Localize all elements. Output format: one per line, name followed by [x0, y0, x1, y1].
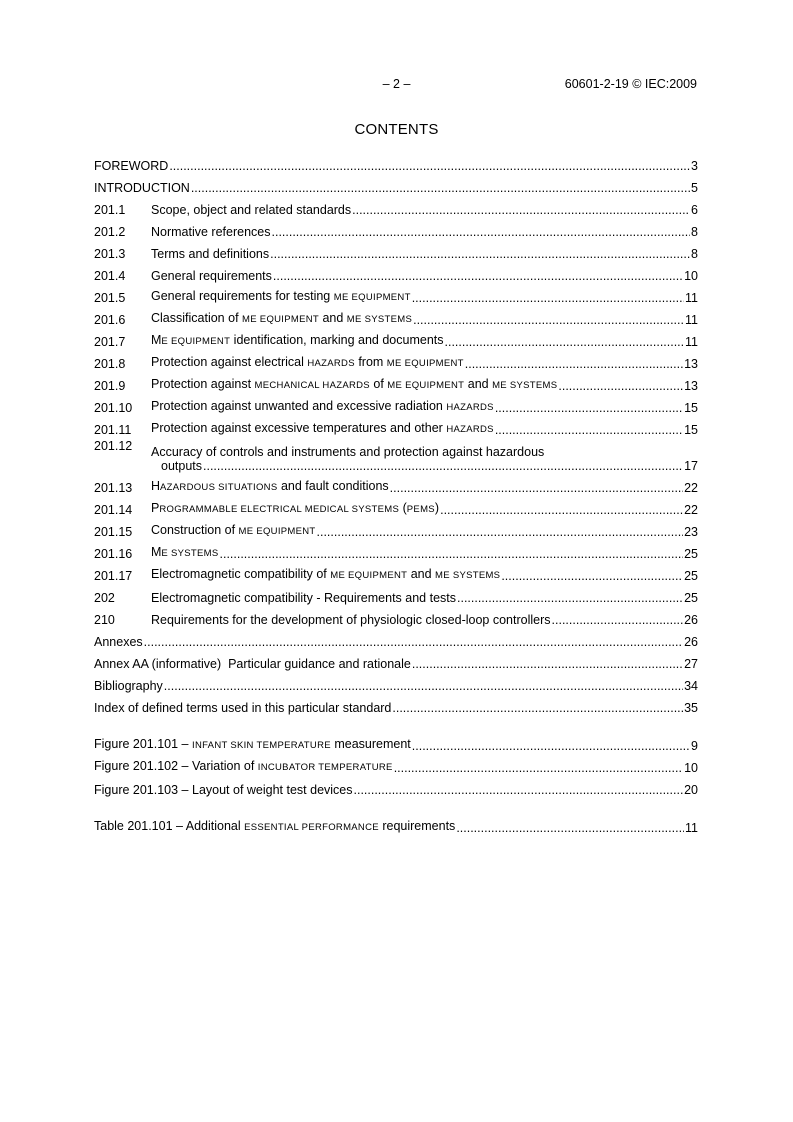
toc-entry-number: 201.5 — [94, 291, 126, 305]
toc-entry-page: 10 — [684, 269, 698, 283]
toc-entry-201-15[interactable] — [94, 517, 698, 539]
toc-entry-title: ME EQUIPMENT identification, marking and documents — [151, 333, 444, 347]
figure-entry-page: 10 — [684, 761, 698, 775]
figure-entry-title: Figure 201.102 – Variation of INCUBATOR TEMPERATURE — [94, 759, 393, 773]
toc-entry-title: Normative references — [151, 225, 271, 239]
toc-entry-page: 25 — [684, 569, 698, 583]
toc-entry-page: 34 — [684, 679, 698, 693]
toc-entry-201-8[interactable] — [94, 349, 698, 371]
leader-dots — [220, 547, 684, 561]
toc-entry-number: 201.9 — [94, 379, 126, 393]
document-reference: 60601-2-19 © IEC:2009 — [564, 77, 697, 91]
toc-entry-introduction[interactable] — [94, 173, 698, 195]
leader-dots — [392, 701, 683, 715]
toc-entry-201-16[interactable] — [94, 539, 698, 561]
toc-entry-201-11[interactable] — [94, 415, 698, 437]
toc-entry-title: Scope, object and related standards — [151, 203, 352, 217]
toc-entry-title: Requirements for the development of physiologic closed-loop controllers — [151, 613, 551, 627]
toc-entry-number: 201.7 — [94, 335, 126, 349]
toc-entry-page: 22 — [684, 503, 698, 517]
toc-entry-201-9[interactable] — [94, 371, 698, 393]
leader-dots — [558, 379, 683, 393]
toc-entry-201-1[interactable] — [94, 195, 698, 217]
leader-dots — [164, 679, 683, 693]
toc-entry-page: 13 — [684, 379, 698, 393]
toc-entry-page: 27 — [684, 657, 698, 671]
toc-entry-page: 11 — [685, 291, 698, 305]
toc-entry-title: Protection against MECHANICAL HAZARDS of ME EQUIPMENT and ME SYSTEMS — [151, 377, 558, 391]
leader-dots — [412, 291, 684, 305]
leader-dots — [169, 159, 690, 173]
toc-entry-201-14[interactable] — [94, 495, 698, 517]
toc-entry-201-13[interactable] — [94, 473, 698, 495]
toc-entry-number: 201.15 — [94, 525, 133, 539]
leader-dots — [317, 525, 684, 539]
toc-entry-page: 5 — [691, 181, 698, 195]
toc-entry-number: 201.17 — [94, 569, 133, 583]
leader-dots — [501, 569, 683, 583]
toc-entry-annexes[interactable] — [94, 627, 698, 649]
toc-entry-number: 201.13 — [94, 481, 133, 495]
toc-entry-title: FOREWORD — [94, 159, 169, 173]
figure-entry-201-103[interactable] — [94, 775, 698, 797]
toc-entry-title: PROGRAMMABLE ELECTRICAL MEDICAL SYSTEMS (PEMS) — [151, 501, 440, 515]
toc-entry-210[interactable] — [94, 605, 698, 627]
toc-entry-page: 15 — [684, 423, 698, 437]
toc-entry-title: Protection against electrical HAZARDS from ME EQUIPMENT — [151, 355, 464, 369]
toc-entry-title: Annexes — [94, 635, 143, 649]
toc-entry-title: General requirements for testing ME EQUIPMENT — [151, 289, 411, 303]
toc-entry-201-12[interactable] — [94, 437, 698, 473]
toc-entry-number: 201.3 — [94, 247, 126, 261]
leader-dots — [270, 247, 690, 261]
toc-entry-201-3[interactable] — [94, 239, 698, 261]
toc-entry-number: 201.4 — [94, 269, 126, 283]
toc-entry-title: Protection against excessive temperatures and other HAZARDS — [151, 421, 494, 435]
toc-entry-title: Electromagnetic compatibility of ME EQUIPMENT and ME SYSTEMS — [151, 567, 501, 581]
toc-entry-number: 201.6 — [94, 313, 126, 327]
toc-entry-title: HAZARDOUS SITUATIONS and fault conditions — [151, 479, 389, 493]
toc-entry-title: Classification of ME EQUIPMENT and ME SYSTEMS — [151, 311, 413, 325]
toc-entry-201-6[interactable] — [94, 305, 698, 327]
figure-entry-page: 9 — [691, 739, 698, 753]
toc-entry-page: 17 — [684, 459, 698, 473]
figure-entry-201-101[interactable] — [94, 731, 698, 753]
toc-entry-number: 201.12 — [94, 439, 133, 453]
toc-entry-201-7[interactable] — [94, 327, 698, 349]
toc-entry-page: 6 — [691, 203, 698, 217]
toc-entry-page: 3 — [691, 159, 698, 173]
leader-dots — [273, 269, 683, 283]
toc-entry-annex-aa[interactable] — [94, 649, 698, 671]
toc-entry-bibliography[interactable] — [94, 671, 698, 693]
figure-entry-page: 20 — [684, 783, 698, 797]
toc-entry-title: Electromagnetic compatibility - Requirements and tests — [151, 591, 456, 605]
toc-entry-title: General requirements — [151, 269, 272, 283]
toc-entry-202[interactable] — [94, 583, 698, 605]
table-entry-page: 11 — [685, 821, 698, 835]
toc-entry-title: Construction of ME EQUIPMENT — [151, 523, 316, 537]
leader-dots — [445, 335, 685, 349]
toc-entry-201-17[interactable] — [94, 561, 698, 583]
leader-dots — [552, 613, 684, 627]
toc-entry-number: 201.16 — [94, 547, 133, 561]
toc-entry-number: 201.2 — [94, 225, 126, 239]
toc-entry-page: 8 — [691, 225, 698, 239]
toc-entry-number: 201.11 — [94, 423, 132, 437]
table-entry-title: Table 201.101 – Additional ESSENTIAL PERFORMANCE requirements — [94, 819, 456, 833]
toc-entry-page: 11 — [685, 335, 698, 349]
leader-dots — [412, 739, 690, 753]
toc-entry-201-10[interactable] — [94, 393, 698, 415]
toc-entry-title: INTRODUCTION — [94, 181, 190, 195]
toc-entry-number: 202 — [94, 591, 115, 605]
leader-dots — [144, 635, 683, 649]
toc-entry-number: 201.1 — [94, 203, 126, 217]
toc-entry-page: 25 — [684, 591, 698, 605]
table-of-contents — [94, 151, 698, 835]
toc-entry-page: 22 — [684, 481, 698, 495]
table-entry-201-101[interactable] — [94, 813, 698, 835]
leader-dots — [457, 591, 683, 605]
toc-entry-page: 8 — [691, 247, 698, 261]
leader-dots — [354, 783, 684, 797]
toc-entry-page: 15 — [684, 401, 698, 415]
toc-entry-number: 201.10 — [94, 401, 133, 415]
page-number: – 2 – — [382, 77, 411, 91]
toc-entry-title: Index of defined terms used in this particular standard — [94, 701, 392, 715]
section-spacer — [94, 797, 698, 813]
page-title: CONTENTS — [354, 121, 439, 138]
leader-dots — [495, 423, 683, 437]
toc-entry-page: 26 — [684, 613, 698, 627]
toc-entry-foreword[interactable] — [94, 151, 698, 173]
leader-dots — [440, 503, 683, 517]
toc-entry-index[interactable] — [94, 693, 698, 715]
toc-entry-page: 11 — [685, 313, 698, 327]
leader-dots — [394, 761, 683, 775]
toc-entry-page: 25 — [684, 547, 698, 561]
toc-entry-page: 35 — [684, 701, 698, 715]
toc-entry-title: outputs — [161, 459, 203, 473]
section-spacer — [94, 715, 698, 731]
leader-dots — [272, 225, 691, 239]
figure-entry-title: Figure 201.103 – Layout of weight test devices — [94, 783, 353, 797]
leader-dots — [413, 313, 684, 327]
toc-entry-number: 201.14 — [94, 503, 133, 517]
figure-entry-title: Figure 201.101 – INFANT SKIN TEMPERATURE measurement — [94, 737, 411, 751]
leader-dots — [412, 657, 683, 671]
toc-entry-title-line1: Accuracy of controls and instruments and protection against hazardous — [151, 445, 545, 459]
leader-dots — [191, 181, 690, 195]
leader-dots — [495, 401, 683, 415]
toc-entry-title: Terms and definitions — [151, 247, 270, 261]
toc-entry-201-2[interactable] — [94, 217, 698, 239]
leader-dots — [390, 481, 683, 495]
toc-entry-title: Bibliography — [94, 679, 163, 693]
leader-dots — [203, 459, 683, 473]
toc-entry-201-4[interactable] — [94, 261, 698, 283]
toc-entry-title: Protection against unwanted and excessive radiation HAZARDS — [151, 399, 494, 413]
toc-entry-page: 26 — [684, 635, 698, 649]
toc-entry-page: 13 — [684, 357, 698, 371]
leader-dots — [465, 357, 683, 371]
toc-entry-number: 201.8 — [94, 357, 126, 371]
toc-entry-201-5[interactable] — [94, 283, 698, 305]
toc-entry-number: 210 — [94, 613, 115, 627]
toc-entry-title: Annex AA (informative) Particular guidance and rationale — [94, 657, 411, 671]
leader-dots — [456, 821, 684, 835]
figure-entry-201-102[interactable] — [94, 753, 698, 775]
toc-entry-title: ME SYSTEMS — [151, 545, 219, 559]
toc-entry-page: 23 — [684, 525, 698, 539]
leader-dots — [352, 203, 690, 217]
